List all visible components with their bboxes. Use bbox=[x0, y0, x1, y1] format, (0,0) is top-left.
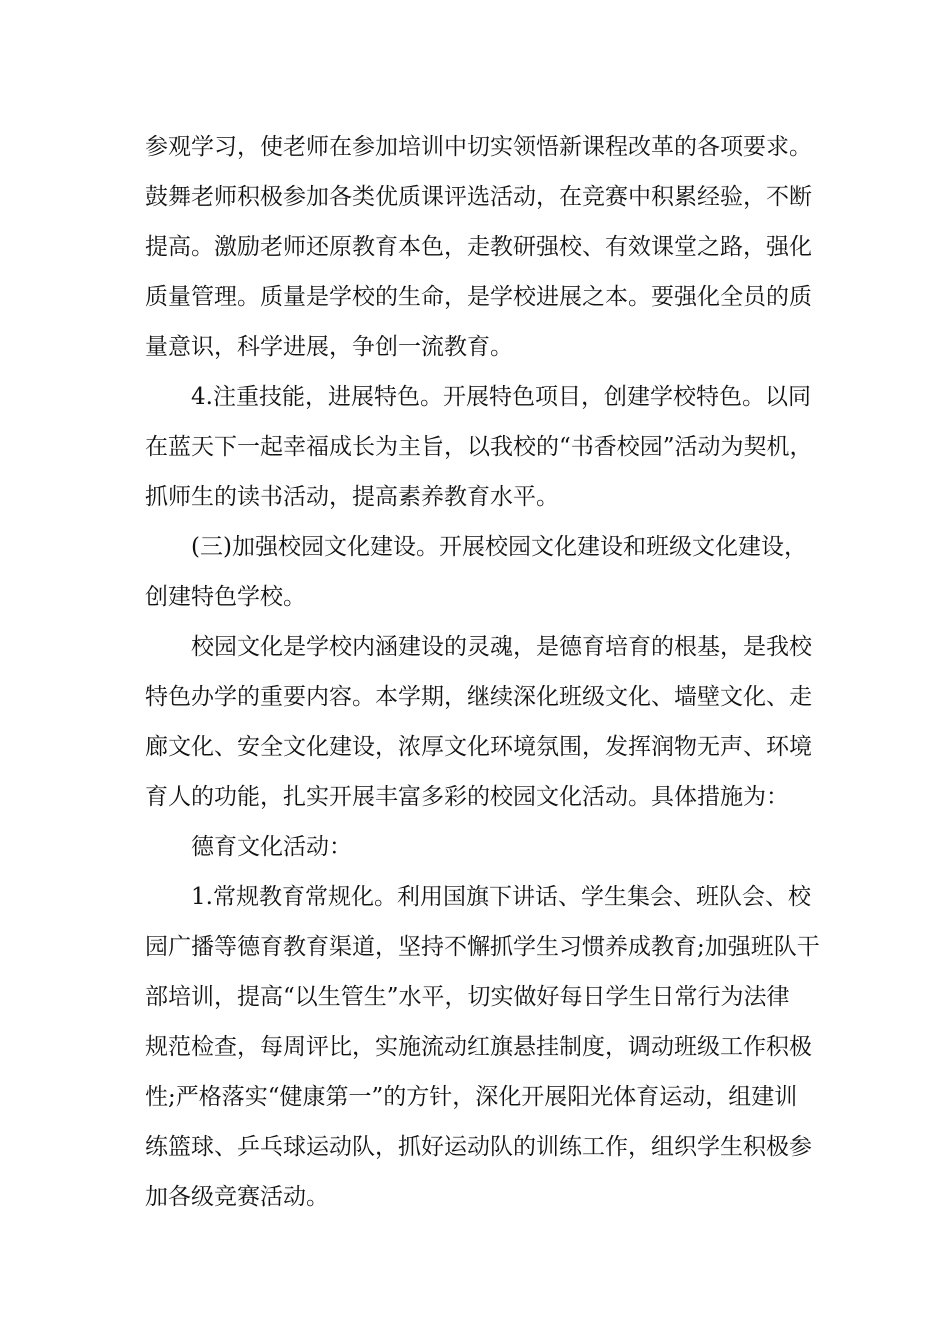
text-line: 特色办学的重要内容。本学期，继续深化班级文化、墙壁文化、走 bbox=[145, 684, 812, 710]
text-line: 育人的功能，扎实开展丰富多彩的校园文化活动。具体措施为： bbox=[145, 784, 789, 810]
text-line: 量意识，科学进展，争创一流教育。 bbox=[145, 334, 513, 360]
text-line: 提高。激励老师还原教育本色，走教研强校、有效课堂之路，强化 bbox=[145, 234, 812, 260]
text-line: 鼓舞老师积极参加各类优质课评选活动，在竞赛中积累经验，不断 bbox=[145, 184, 812, 210]
text-line: 部培训，提高“以生管生”水平，切实做好每日学生日常行为法律 bbox=[145, 984, 790, 1010]
body-text bbox=[145, 122, 820, 1222]
text-line: 质量管理。质量是学校的生命，是学校进展之本。要强化全员的质 bbox=[145, 284, 812, 310]
text-line: 参观学习，使老师在参加培训中切实领悟新课程改革的各项要求。 bbox=[145, 134, 812, 160]
paragraph-start-line: 1.常规教育常规化。利用国旗下讲话、学生集会、班队会、校 bbox=[191, 884, 811, 910]
text-line: 规范检查，每周评比，实施流动红旗悬挂制度，调动班级工作积极 bbox=[145, 1034, 812, 1060]
section-heading-line: (三)加强校园文化建设。开展校园文化建设和班级文化建设， bbox=[191, 534, 807, 560]
text-line: 加各级竞赛活动。 bbox=[145, 1184, 329, 1210]
text-line: 抓师生的读书活动，提高素养教育水平。 bbox=[145, 484, 559, 510]
text-line: 性;严格落实“健康第一”的方针，深化开展阳光体育运动，组建训 bbox=[145, 1084, 798, 1110]
text-line: 创建特色学校。 bbox=[145, 584, 306, 610]
paragraph-start-line: 校园文化是学校内涵建设的灵魂，是德育培育的根基，是我校 bbox=[191, 634, 812, 660]
subheading-line: 德育文化活动： bbox=[191, 834, 352, 860]
text-line: 练篮球、乒乓球运动队，抓好运动队的训练工作，组织学生积极参 bbox=[145, 1134, 812, 1160]
text-line: 在蓝天下一起幸福成长为主旨，以我校的“书香校园”活动为契机， bbox=[145, 434, 813, 460]
text-line: 园广播等德育教育渠道，坚持不懈抓学生习惯养成教育;加强班队干 bbox=[145, 934, 820, 960]
text-line: 廊文化、安全文化建设，浓厚文化环境氛围，发挥润物无声、环境 bbox=[145, 734, 812, 760]
paragraph-start-line: 4.注重技能，进展特色。开展特色项目，创建学校特色。以同 bbox=[191, 384, 811, 410]
